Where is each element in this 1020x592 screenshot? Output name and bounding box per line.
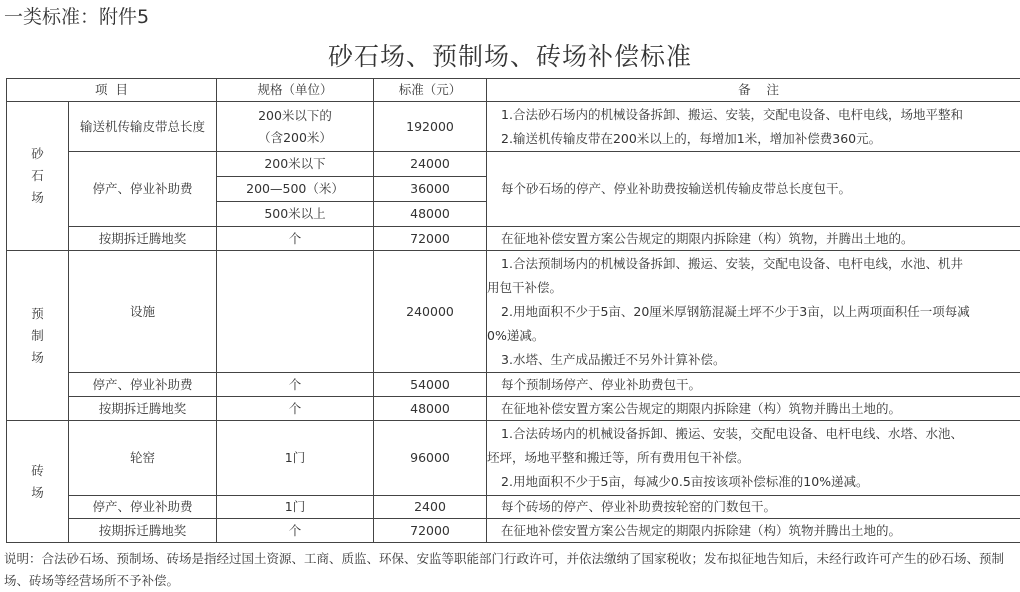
spec-cell: 个 [217,519,374,543]
spec-cell: 500米以上 [217,202,374,227]
category-char: 场 [31,484,44,500]
remark-line: 2.用地面积不少于5亩、20厘米厚钢筋混凝土坪不少于3亩，以上两项面积任一项每减 [501,303,970,319]
category-char: 砂 [31,146,44,161]
spec-cell: 1门 [217,421,374,496]
item-cell: 按期拆迁腾地奖 [69,227,217,251]
spec-line: 200米以下的 [258,107,332,123]
category-precast [7,251,69,421]
remark-line: 2.输送机传输皮带在200米以上的，每增加1米，增加补偿费360元。 [501,130,882,146]
remarks-cell: 每个砖场的停产、停业补助费按轮窑的门数包干。 [487,496,1020,519]
item-cell: 停产、停业补助费 [69,373,217,397]
spec-cell: 个 [217,397,374,421]
table-row [7,496,1020,519]
page-title: 砂石场、预制场、砖场补偿标准 [327,42,692,71]
category-char: 砖 [31,462,44,478]
footnote: 说明：合法砂石场、预制场、砖场是指经过国土资源、工商、质监、环保、安监等职能部门行政许可，并依法缴纳了国家税收；发布拟征地告知后，未经行政许可产生的砂石场、预制场、砖场等经营场所不予补偿。 [4,551,1005,588]
spec-cell [217,102,374,152]
item-cell: 按期拆迁腾地奖 [69,397,217,421]
remark-line: 0%递减。 [487,327,545,343]
category-char: 预 [31,305,44,321]
standard-cell: 72000 [374,227,487,251]
table-row [7,227,1020,251]
table-row [7,519,1020,543]
standard-cell: 72000 [374,519,487,543]
remarks-cell: 每个预制场停产、停业补助费包干。 [487,373,1020,397]
standard-cell: 48000 [374,397,487,421]
header-standard: 标准（元） [374,79,487,102]
table-row [7,373,1020,397]
remark-line: 1.合法砂石场内的机械设备拆卸、搬运、安装，交配电设备、电杆电线，场地平整和 [501,106,963,122]
category-char: 场 [31,349,44,365]
item-cell: 输送机传输皮带总长度 [69,102,217,152]
standard-cell: 96000 [374,421,487,496]
table-row [7,152,1020,177]
table-row [7,397,1020,421]
remarks-cell [487,421,1020,496]
item-cell: 按期拆迁腾地奖 [69,519,217,543]
spec-line: （含200米） [258,129,332,145]
category-char: 场 [31,190,44,205]
document-label: 一类标准：附件5 [4,6,150,28]
table-row [7,102,1020,152]
remarks-cell: 在征地补偿安置方案公告规定的期限内拆除建（构）筑物并腾出土地的。 [487,519,1020,543]
standard-cell: 192000 [374,102,487,152]
remarks-cell [487,102,1020,152]
category-char: 制 [31,327,44,343]
standard-cell: 24000 [374,152,487,177]
header-remarks: 备 注 [487,79,1020,102]
item-cell: 停产、停业补助费 [69,152,217,227]
standard-cell: 48000 [374,202,487,227]
remarks-cell [487,251,1020,373]
category-brick [7,421,69,543]
item-cell: 轮窑 [69,421,217,496]
item-cell: 设施 [69,251,217,373]
item-cell: 停产、停业补助费 [69,496,217,519]
spec-cell: 200米以下 [217,152,374,177]
remark-line: 3.水塔、生产成品搬迁不另外计算补偿。 [501,351,726,367]
spec-cell: 1门 [217,496,374,519]
standard-cell: 2400 [374,496,487,519]
remark-line: 2.用地面积不少于5亩，每减少0.5亩按该项补偿标准的10%递减。 [501,474,869,489]
header-spec: 规格（单位） [217,79,374,102]
standard-cell: 36000 [374,177,487,202]
category-sand-gravel [7,102,69,251]
standard-cell: 54000 [374,373,487,397]
remarks-cell: 在征地补偿安置方案公告规定的期限内拆除建（构）筑物并腾出土地的。 [487,397,1020,421]
table-header-row [7,79,1020,102]
table-row [7,251,1020,373]
table-row [7,421,1020,496]
spec-cell: 200—500（米） [217,177,374,202]
remark-line: 1.合法砖场内的机械设备拆卸、搬运、安装，交配电设备、电杆电线、水塔、水池、 [501,426,963,441]
remark-line: 1.合法预制场内的机械设备拆卸、搬运、安装，交配电设备、电杆电线，水池、机井 [501,255,963,271]
remark-line: 坯坪，场地平整和搬迁等，所有费用包干补偿。 [487,450,750,465]
compensation-table [6,78,1020,543]
header-item: 项 目 [7,79,217,102]
remark-line: 用包干补偿。 [487,279,563,295]
spec-cell [217,251,374,373]
category-char: 石 [31,168,44,183]
remarks-cell: 每个砂石场的停产、停业补助费按输送机传输皮带总长度包干。 [487,152,1020,227]
spec-cell: 个 [217,373,374,397]
spec-cell: 个 [217,227,374,251]
standard-cell: 240000 [374,251,487,373]
remarks-cell: 在征地补偿安置方案公告规定的期限内拆除建（构）筑物，并腾出土地的。 [487,227,1020,251]
